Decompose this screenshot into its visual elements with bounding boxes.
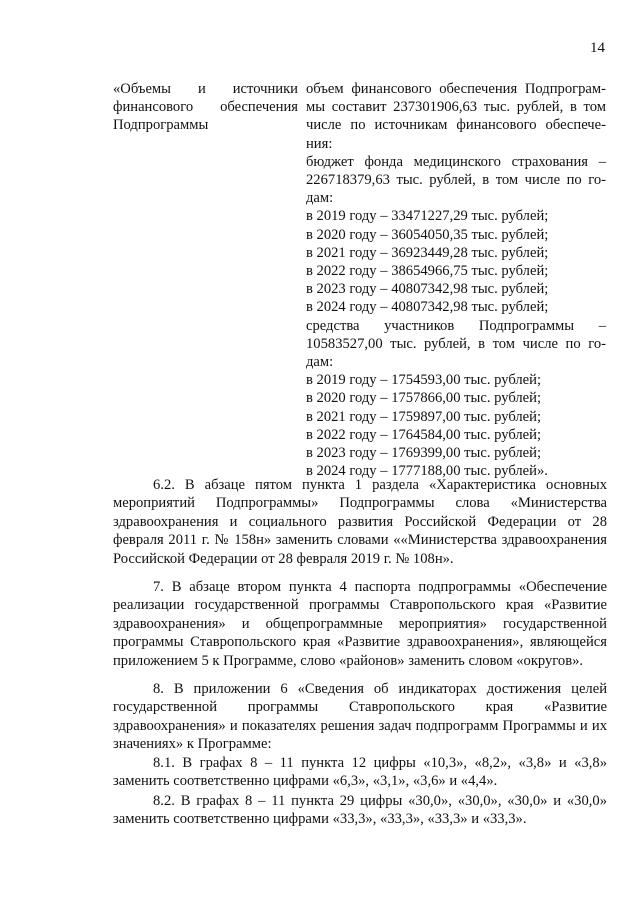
paragraph-6-2: 6.2. В абзаце пятом пункта 1 раздела «Характеристика основных мероприятий Подпрограммы» Подпрограммы слова «Министерства здравоохранения и социального развития Российской Федерации от 28 февраля 2011 г. № 158н» заменить словами ««Министерства здравоохранения Российской Федерации от 28 февраля 2019 г. № 108н». [113,477,607,567]
table-line: средства участников Подпрограммы – [306,317,606,334]
table-line: в 2020 году – 1757866,00 тыс. рублей; [306,390,542,407]
table-line: мы составит 237301906,63 тыс. рублей, в том [306,99,606,116]
table-line: в 2024 году – 1777188,00 тыс. рублей». [306,463,548,480]
table-line: в 2022 году – 38654966,75 тыс. рублей; [306,263,549,280]
paragraph-8-2: 8.2. В графах 8 – 11 пункта 29 цифры «30,0», «30,0», «30,0» и «30,0» заменить соответственно цифрами «33,3», «33,3», «33,3» и «33,3». [113,793,607,828]
table-right-cell [306,80,606,480]
table-line: в 2024 году – 40807342,98 тыс. рублей; [306,299,549,316]
table-line: в 2023 году – 1769399,00 тыс. рублей; [306,445,542,462]
table-line: в 2019 году – 1754593,00 тыс. рублей; [306,372,542,389]
table-line: 226718379,63 тыс. рублей, в том числе по го- [306,172,606,189]
table-line: в 2019 году – 33471227,29 тыс. рублей; [306,208,549,225]
paragraph-8-1: 8.1. В графах 8 – 11 пункта 12 цифры «10,3», «8,2», «3,8» и «3,8» заменить соответственно цифрами «6,3», «3,1», «3,6» и «4,4». [113,755,607,790]
page-number: 14 [590,40,605,56]
table-line: дам: [306,354,334,371]
table-line: в 2022 году – 1764584,00 тыс. рублей; [306,426,542,443]
table-line: в 2021 году – 36923449,28 тыс. рублей; [306,244,549,261]
table-line: в 2021 году – 1759897,00 тыс. рублей; [306,408,542,425]
table-line: объем финансового обеспечения Подпрограм- [306,81,606,97]
table-line: бюджет фонда медицинского страхования – [306,153,606,170]
table-line: в 2023 году – 40807342,98 тыс. рублей; [306,281,549,298]
paragraph-8: 8. В приложении 6 «Сведения об индикаторах достижения целей государственной программы Ставропольского края «Развитие здравоохранения» и показателях решения задач подпрограмм Программы и их значениях» к Программе: [113,681,607,753]
table-line: числе по источникам финансового обеспече- [306,117,606,134]
table-left-cell: «Объемы и источники финансового обеспечения Подпрограммы [113,81,298,134]
table-line: дам: [306,190,334,207]
table-line: ния: [306,135,333,152]
table-line: в 2020 году – 36054050,35 тыс. рублей; [306,226,549,243]
paragraph-7: 7. В абзаце втором пункта 4 паспорта подпрограммы «Обеспечение реализации государственной программы Ставропольского края «Развитие здравоохранения» и общепрограммные мероприятия» государственной программы Ставропольского края «Развитие здравоохранения», являющейся приложением 5 к Программе, слово «районов» заменить словом «округов». [113,579,607,669]
table-line: 10583527,00 тыс. рублей, в том числе по го- [306,335,606,352]
